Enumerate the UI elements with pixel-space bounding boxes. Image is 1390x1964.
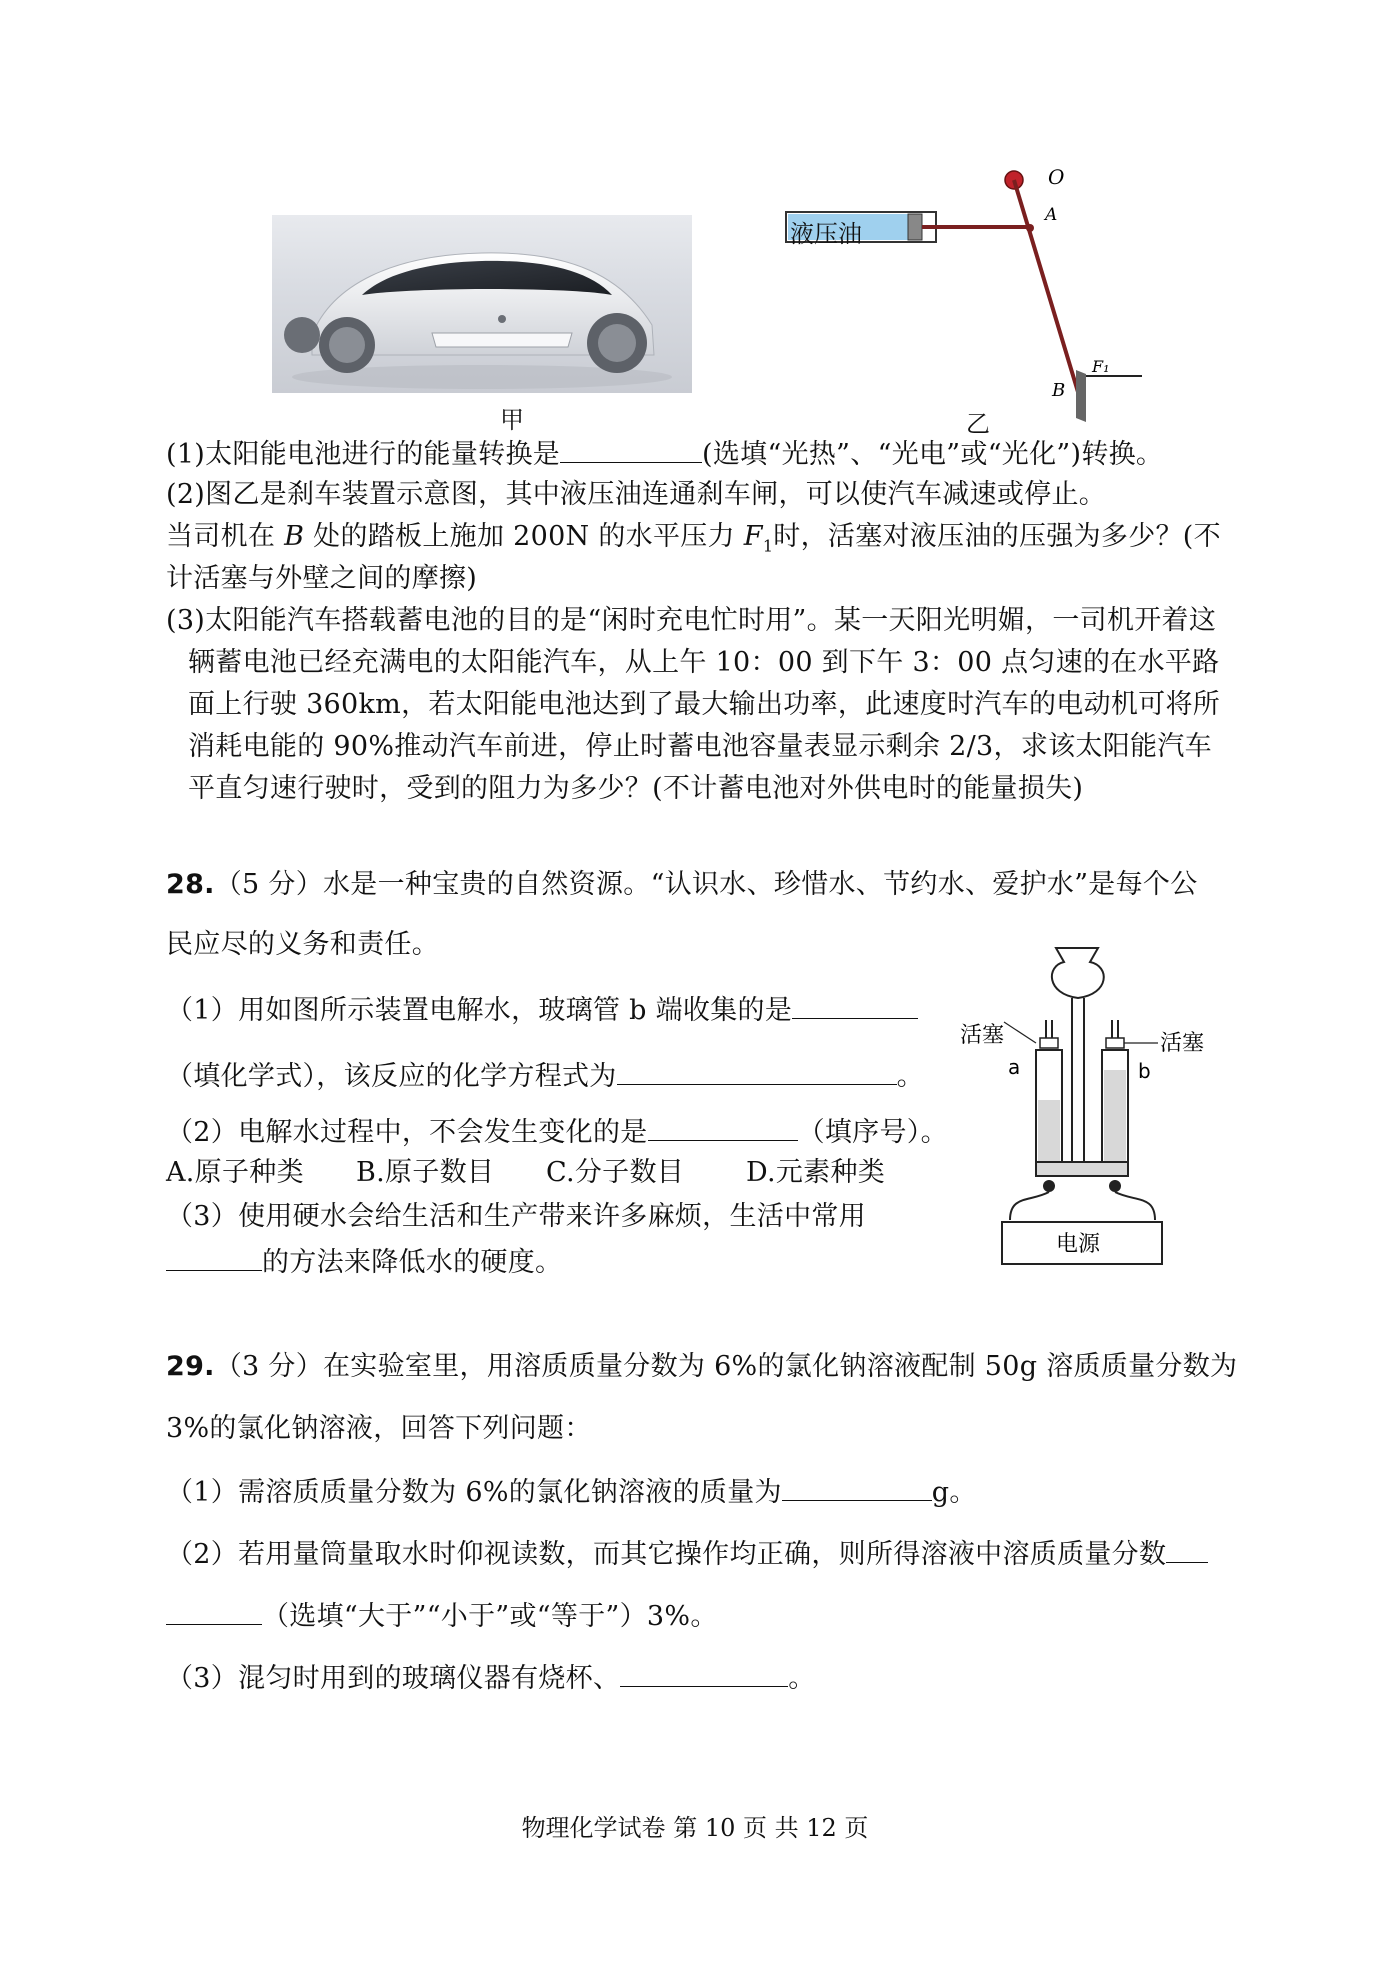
point-a-dot [1026, 224, 1034, 232]
connector [1036, 1162, 1128, 1176]
label-b: B [1052, 380, 1066, 401]
q27-part3-line5: 平直匀速行驶时，受到的阻力为多少？(不计蓄电池对外供电时的能量损失) [188, 773, 1084, 804]
q29-intro-line2: 3%的氯化钠溶液，回答下列问题： [166, 1413, 592, 1444]
left-wire [1010, 1192, 1049, 1220]
label-o: O [1048, 165, 1065, 189]
q29-blank-3[interactable] [620, 1660, 788, 1687]
label-power: 电源 [1056, 1232, 1101, 1257]
q27-blank-1[interactable] [560, 436, 702, 463]
right-water [1104, 1070, 1126, 1170]
q28-blank-2[interactable] [617, 1058, 897, 1085]
label-valve-right: 活塞 [1160, 1031, 1205, 1056]
label-valve-left: 活塞 [960, 1023, 1005, 1048]
right-valve [1106, 1038, 1124, 1048]
q29-blank-2a[interactable] [1166, 1536, 1208, 1563]
label-tube-a: a [1008, 1055, 1021, 1079]
q28-part1-line2: （填化学式），该反应的化学方程式为 。 [166, 1058, 924, 1094]
page-footer: 物理化学试卷 第 10 页 共 12 页 [521, 1814, 869, 1842]
q28-part3-line2: 的方法来降低水的硬度。 [166, 1244, 562, 1280]
q29-blank-2b[interactable] [166, 1598, 262, 1625]
electrolysis-apparatus [960, 940, 1240, 1285]
label-tube-b: b [1138, 1059, 1151, 1083]
funnel [1052, 948, 1104, 998]
piston [908, 214, 922, 240]
q28-options [166, 1156, 885, 1190]
q27-part3-line3: 面上行驶 360km，若太阳能电池达到了最大输出功率，此速度时汽车的电动机可将所 [188, 689, 1221, 720]
q27-part3-line4: 消耗电能的 90%推动汽车前进，停止时蓄电池容量表显示剩余 2/3，求该太阳能汽车 [188, 731, 1212, 762]
brake-diagram [770, 160, 1170, 430]
q29-part1: （1）需溶质质量分数为 6%的氯化钠溶液的质量为 g。 [166, 1474, 977, 1510]
q28-blank-4[interactable] [166, 1244, 262, 1271]
q28-part2: （2）电解水过程中，不会发生变化的是 （填序号）。 [166, 1114, 948, 1150]
q27-part2-line1: (2)图乙是刹车装置示意图，其中液压油连通刹车闸，可以使汽车减速或停止。 [166, 479, 1107, 510]
q29-intro-line1: 29.（3 分）在实验室里，用溶质质量分数为 6%的氯化钠溶液配制 50g 溶质质量分数为 [166, 1351, 1238, 1382]
q28-option-b: B.原子数目 [356, 1157, 495, 1188]
figure-label-yi: 乙 [966, 410, 990, 438]
label-force: F₁ [1092, 357, 1110, 376]
q29-number: 29. [166, 1351, 215, 1382]
left-water [1038, 1100, 1060, 1170]
q28-intro-line1: 28.（5 分）水是一种宝贵的自然资源。“认识水、珍惜水、节约水、爱护水”是每个公 [166, 869, 1198, 900]
q29-part2-line1: （2）若用量筒量取水时仰视读数，而其它操作均正确，则所得溶液中溶质质量分数 [166, 1536, 1208, 1572]
q29-blank-1[interactable] [782, 1474, 932, 1501]
q28-blank-1[interactable] [792, 992, 918, 1019]
q27-part3-line2: 辆蓄电池已经充满电的太阳能汽车，从上午 10：00 到下午 3：00 点匀速的在水平路 [188, 647, 1220, 678]
q28-option-a: A.原子种类 [166, 1157, 304, 1188]
q28-part1-line1: （1）用如图所示装置电解水，玻璃管 b 端收集的是 [166, 992, 918, 1028]
solar-car-illustration [272, 215, 692, 393]
left-valve [1040, 1038, 1058, 1048]
q27-part3-line1: (3)太阳能汽车搭载蓄电池的目的是“闲时充电忙时用”。某一天阳光明媚，一司机开着这 [166, 605, 1217, 636]
pedal [1076, 370, 1086, 422]
oil-label: 液压油 [790, 220, 862, 248]
q28-option-c: C.分子数目 [546, 1157, 685, 1188]
q29-part3: （3）混匀时用到的玻璃仪器有烧杯、 。 [166, 1660, 816, 1696]
q28-blank-3[interactable] [648, 1114, 798, 1141]
q28-part3-line1: （3）使用硬水会给生活和生产带来许多麻烦，生活中常用 [166, 1201, 866, 1232]
solar-car-photo [272, 215, 692, 393]
q28-number: 28. [166, 869, 215, 900]
q28-option-d: D.元素种类 [746, 1157, 886, 1188]
q29-part2-line2: （选填“大于”“小于”或“等于”）3%。 [166, 1598, 718, 1634]
q27-part2-line3: 计活塞与外壁之间的摩擦) [166, 563, 478, 594]
label-a: A [1045, 205, 1058, 225]
q27-part1: (1)太阳能电池进行的能量转换是 (选填“光热”、“光电”或“光化”)转换。 [166, 436, 1163, 472]
q27-part2-line2: 当司机在 B 处的踏板上施加 200N 的水平压力 $F_1$时，活塞对液压油的压强为多少？(不 [166, 521, 1221, 556]
q28-intro-line2: 民应尽的义务和责任。 [166, 929, 439, 960]
figure-label-jia: 甲 [500, 406, 524, 434]
right-wire [1115, 1192, 1155, 1220]
